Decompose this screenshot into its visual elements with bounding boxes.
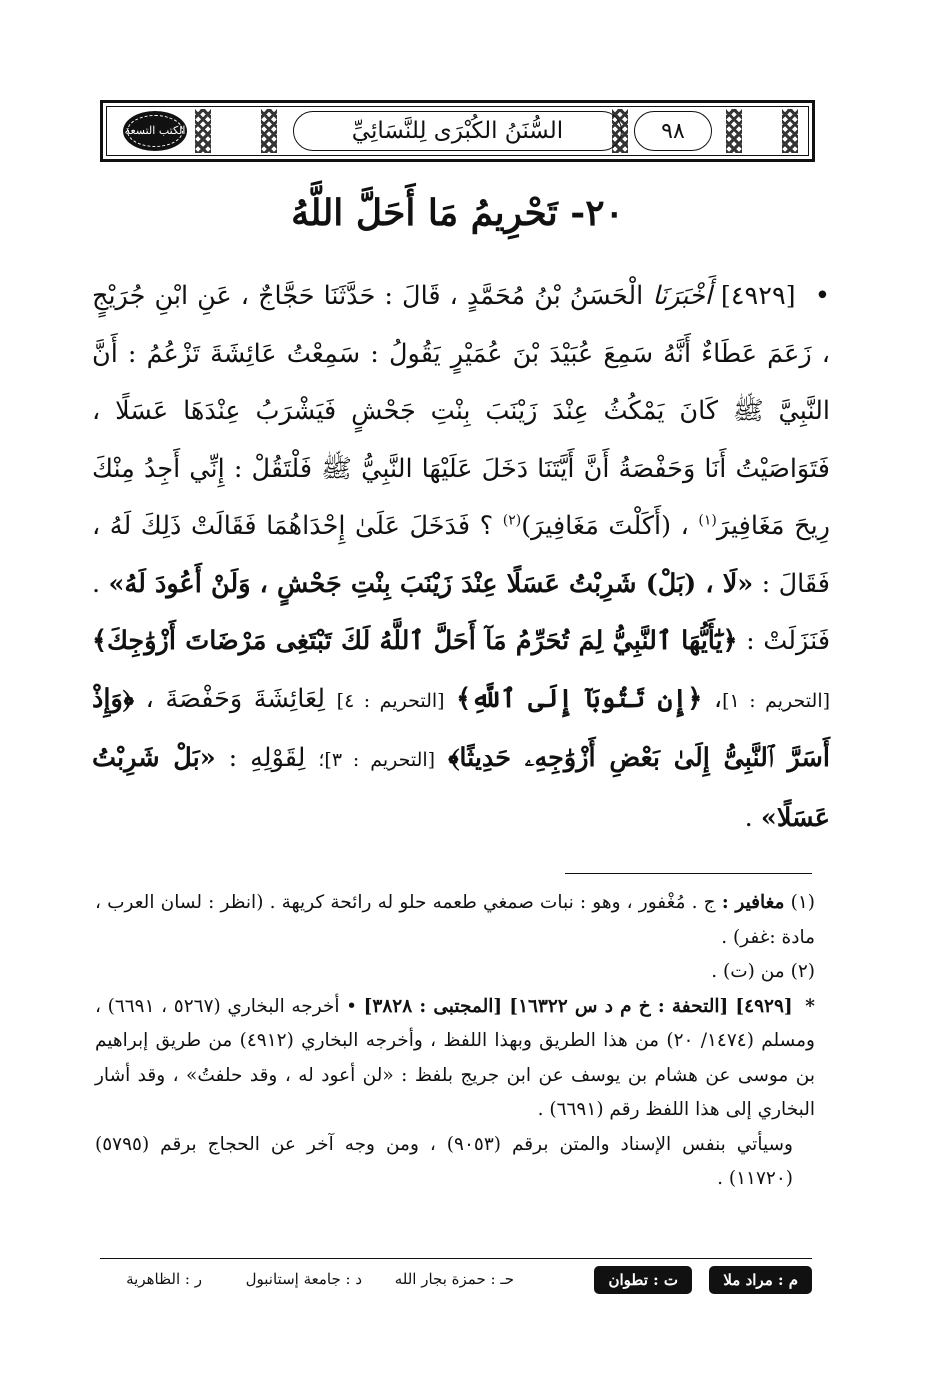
footnote-divider	[565, 873, 812, 874]
footnote-1-term: مغافير :	[721, 892, 785, 913]
ornament-right-2	[726, 109, 742, 153]
chapter-title: ٢٠- تَحْرِيمُ مَا أَحَلَّ اللَّهُ	[291, 192, 624, 234]
footnotes	[95, 886, 815, 1197]
footnote-1-text: ج . مُغْفور ، وهو : نبات صمغي طعمه حلو له رائحة كريهة . (انظر : لسان العرب ، مادة :غفر) .	[95, 892, 815, 948]
quote-end: «بَلْ شَرِبْتُ عَسَلًا»	[92, 743, 830, 833]
ornament-left-1	[195, 109, 211, 153]
hadith-text-1: الْحَسَنُ بْنُ مُحَمَّدٍ ، قَالَ : حَدَّثَنَا حَجَّاجٌ ، عَنِ ابْنِ جُرَيْجٍ ، زَعَمَ عَطَاءٌ أَنَّهُ سَمِعَ عُبَيْدَ بْنَ عُمَيْرٍ يَقُولُ : سَمِعْتُ عَائِشَةَ تَزْعُمُ : أَنَّ النَّبِيَّ ﷺ كَانَ يَمْكُثُ عِنْدَ زَيْنَبَ بِنْتِ جَحْشٍ فَيَشْرَبُ عِنْدَهَا عَسَلًا ، فَتَوَاصَيْتُ أَنَا وَحَفْصَةُ أَنَّ أَيَّتَنَا دَخَلَ عَلَيْهَا النَّبِيُّ ﷺ فَلْتَقُلْ : إِنِّي أَجِدُ مِنْكَ رِيحَ مَغَافِيرَ	[92, 281, 830, 541]
hadith-text-6: لِقَوْلِهِ :	[228, 743, 306, 773]
hadith-body	[92, 268, 830, 847]
source-h: حـ : حمزة بجار الله	[394, 1270, 514, 1288]
quran-ref-3: [التحريم : ٣]؛	[318, 749, 436, 771]
footnote-1	[95, 886, 815, 955]
page-number: ٩٨	[661, 118, 685, 144]
series-emblem	[123, 111, 187, 151]
manuscript-sources	[100, 1266, 812, 1296]
quran-ref-1: [التحريم : ١]	[722, 689, 831, 712]
takhrij-heading: [٤٩٢٩] [التحفة : خ م د س ١٦٣٢٢] [المجتبى : ٣٨٢٨]	[363, 995, 793, 1017]
hadith-text-3: ؟ فَدَخَلَ عَلَىٰ إِحْدَاهُمَا فَقَالَتْ ذَلِكَ لَهُ ، فَقَالَ :	[92, 511, 830, 599]
source-m-badge: م : مراد ملا	[709, 1266, 812, 1294]
takhrij-dot: •	[346, 995, 358, 1017]
takhrij-note-2: وسيأتي بنفس الإسناد والمتن برقم (٩٠٥٣) ، ومن وجه آخر عن الحجاج برقم (٥٧٩٥) (١١٧٢٠) .	[95, 1133, 793, 1189]
hadith-bullet: •	[814, 281, 831, 311]
ornament-right-1	[612, 109, 628, 153]
takhrij-star: *	[805, 995, 815, 1017]
ornament-left-2	[261, 109, 277, 153]
source-r: ر : الظاهرية	[126, 1270, 202, 1288]
page-number-frame	[634, 111, 712, 151]
footnote-marker-1: (١)	[698, 512, 717, 529]
emblem-text: الكتب التسعة	[124, 123, 186, 137]
source-d: د : جامعة إستانبول	[245, 1270, 362, 1288]
book-title-frame	[293, 111, 622, 151]
akhbarana: أَخْبَرَنَا	[652, 281, 712, 311]
footnote-2	[95, 955, 815, 990]
footnote-1-number: (١)	[790, 892, 816, 913]
footnote-2-text: من (ت) .	[711, 961, 785, 982]
source-t-badge: ت : تطوان	[594, 1266, 692, 1294]
hadith-text-4: . فَنَزَلَتْ :	[92, 568, 831, 656]
quran-verse-1: ﴿يَٰٓأَيُّهَا ٱلنَّبِيُّ لِمَ تُحَرِّمُ مَآ أَحَلَّ ٱللَّهُ لَكَ تَبْتَغِى مَرْضَاتَ أَزْوَٰجِكَ﴾	[92, 626, 738, 656]
final-period: .	[744, 802, 753, 833]
quran-ref-2: [التحريم : ٤]	[336, 689, 445, 712]
separator-1: ،	[713, 683, 723, 714]
footnote-2-number: (٢)	[790, 961, 815, 982]
prophet-words: «لَا ، (بَلْ) شَرِبْتُ عَسَلًا عِنْدَ زَيْنَبَ بِنْتِ جَحْشٍ ، وَلَنْ أَعُودَ لَهُ»	[108, 568, 754, 599]
page-header	[100, 100, 815, 162]
quran-verse-3: ﴿وَإِذْ أَسَرَّ ٱلنَّبِىُّ إِلَىٰ بَعْضِ أَزْوَٰجِهِۦ حَدِيثًا﴾	[92, 683, 831, 773]
quran-verse-2: ﴿إِن تَتُوبَآ إِلَى ٱللَّهِ﴾	[456, 683, 703, 714]
hadith-number: [٤٩٢٩]	[720, 281, 796, 311]
sources-divider	[100, 1258, 812, 1259]
hadith-text-2: ، (أَكَلْتَ مَغَافِيرَ)	[521, 511, 689, 541]
ornament-right-3	[782, 109, 798, 153]
takhrij-text: أخرجه البخاري (٥٢٦٧ ، ٦٦٩١) ، ومسلم (١٤٧٤/ ٢٠) من هذا الطريق وبهذا اللفظ ، وأخرجه البخاري (٤٩١٢) من طريق إبراهيم بن موسى عن هشام بن يوسف عن ابن جريج بلفظ : «لن أعود له ، وقد حلفتُ» ، وقد أشار البخاري إلى هذا اللفظ رقم (٦٦٩١) .	[95, 995, 815, 1120]
hadith-text-5: لِعَائِشَةَ وَحَفْصَةَ ،	[145, 683, 326, 714]
takhrij-note	[95, 990, 815, 1128]
footnote-marker-2: (٢)	[502, 512, 522, 529]
book-title: السُّنَنُ الكُبْرَى لِلنَّسَائِيِّ	[351, 118, 564, 144]
